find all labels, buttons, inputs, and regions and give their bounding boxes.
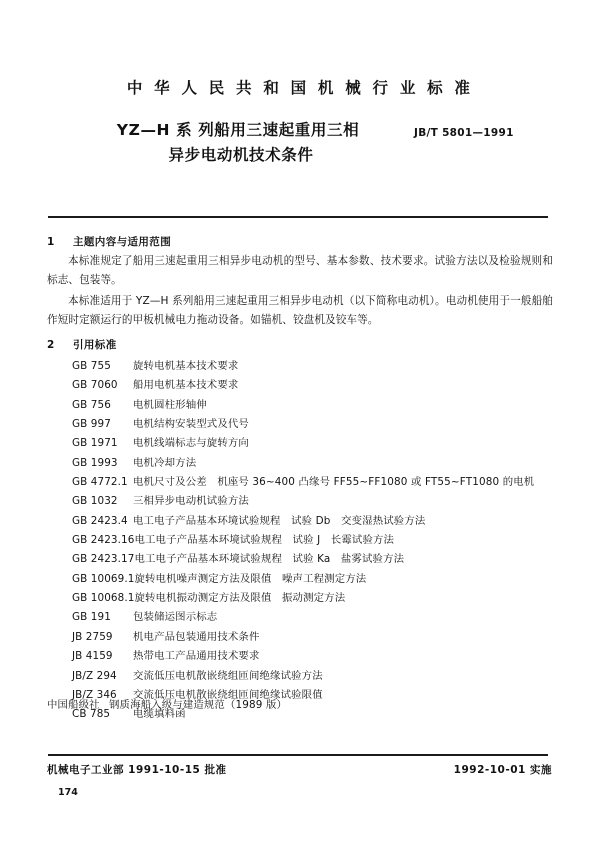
reference-row xyxy=(72,667,552,686)
reference-title: 旋转电机基本技术要求 xyxy=(133,360,239,372)
reference-title: 船用电机基本技术要求 xyxy=(133,379,239,392)
reference-row xyxy=(72,376,552,395)
section-heading-1 xyxy=(47,234,171,249)
masthead-title: 中 华 人 民 共 和 国 机 械 行 业 标 准 xyxy=(126,79,474,97)
reference-row xyxy=(72,512,552,531)
reference-code: GB 10069.1 xyxy=(72,572,135,585)
reference-title: 热带电工产品通用技术要求 xyxy=(133,650,260,663)
reference-title: 电机圆柱形轴伸 xyxy=(133,398,207,411)
reference-title: 电机冷却方法 xyxy=(133,456,197,469)
reference-row xyxy=(72,492,552,511)
reference-title: 机电产品包装通用技术条件 xyxy=(133,630,260,643)
reference-code: GB 755 xyxy=(72,360,111,372)
reference-row xyxy=(72,396,552,415)
reference-row xyxy=(72,589,552,608)
reference-code: JB 2759 xyxy=(72,630,113,643)
reference-title: 旋转电机振动测定方法及限值 振动测定方法 xyxy=(134,592,346,605)
reference-extra-row xyxy=(47,696,287,711)
reference-row xyxy=(72,473,552,492)
reference-code: GB 2423.16 xyxy=(72,534,135,547)
footer-implementation: 1992-10-01 实施 xyxy=(453,764,552,776)
reference-row xyxy=(72,608,552,627)
reference-title: 电机尺寸及公差 机座号 36~400 凸缘号 FF55~FF1080 或 FT55~FT1080 的电机 xyxy=(133,476,535,489)
reference-code: GB 10068.1 xyxy=(72,592,135,605)
reference-code: GB 2423.4 xyxy=(72,514,128,527)
section-number-1: 1 xyxy=(47,236,55,248)
reference-row xyxy=(72,647,552,666)
reference-code: GB 1032 xyxy=(72,495,118,508)
reference-code: CB 785 xyxy=(72,708,111,721)
document-title-line-1: YZ—H 系 列船用三速起重用三相 xyxy=(116,121,360,139)
reference-title: 三相异步电动机试验方法 xyxy=(133,495,249,508)
reference-row xyxy=(72,570,552,589)
reference-title: 电机结构安装型式及代号 xyxy=(133,418,249,431)
reference-code: GB 1993 xyxy=(72,456,118,469)
reference-row xyxy=(72,415,552,434)
footer-divider xyxy=(48,754,548,756)
reference-code: GB 2423.17 xyxy=(72,553,135,566)
reference-code: JB 4159 xyxy=(72,650,113,663)
reference-title: 电工电子产品基本环境试验规程 试验 J 长霉试验方法 xyxy=(134,534,395,547)
reference-row xyxy=(72,434,552,453)
reference-row xyxy=(72,454,552,473)
section-1-paragraph-1: 本标准规定了船用三速起重用三相异步电动机的型号、基本参数、技术要求。试验方法以及检验规则和标志、包装等。 xyxy=(47,255,553,286)
reference-title: 电工电子产品基本环境试验规程 试验 Ka 盐雾试验方法 xyxy=(134,553,405,566)
reference-title: 交流低压电机散嵌绕组匝间绝缘试验限值 xyxy=(133,688,323,701)
reference-code: GB 7060 xyxy=(72,379,118,392)
reference-row xyxy=(72,531,552,550)
document-title-line-2: 异步电动机技术条件 xyxy=(168,146,314,164)
reference-code: GB 4772.1 xyxy=(72,476,128,489)
document-title xyxy=(78,118,398,168)
header-divider xyxy=(48,216,548,218)
reference-organization: 中国船级社 xyxy=(47,699,100,711)
reference-code: GB 756 xyxy=(72,398,111,411)
reference-row xyxy=(72,628,552,647)
section-title-2: 引用标准 xyxy=(73,339,117,351)
standard-number: JB/T 5801—1991 xyxy=(414,127,514,139)
reference-title: 旋转电机噪声测定方法及限值 噪声工程测定方法 xyxy=(134,572,367,585)
reference-title: 电工电子产品基本环境试验规程 试验 Db 交变湿热试验方法 xyxy=(133,514,426,527)
reference-title: 交流低压电机散嵌绕组匝间绝缘试验方法 xyxy=(133,669,323,682)
reference-code: JB/Z 346 xyxy=(72,688,117,701)
section-heading-2 xyxy=(47,337,117,352)
reference-code: GB 191 xyxy=(72,611,111,624)
footer-approval: 机械电子工业部 1991-10-15 批准 xyxy=(47,764,227,776)
reference-code: JB/Z 294 xyxy=(72,669,117,682)
reference-title: 电缆填料函 xyxy=(133,708,186,721)
reference-row xyxy=(72,357,552,376)
reference-code: GB 997 xyxy=(72,418,111,431)
reference-standards-list xyxy=(72,357,552,725)
reference-title: 电机线端标志与旋转方向 xyxy=(133,437,249,450)
reference-title: 包装储运图示标志 xyxy=(133,611,218,624)
page-number: 174 xyxy=(58,787,78,798)
reference-code: GB 1971 xyxy=(72,437,118,450)
section-1-paragraph-2: 本标准适用于 YZ—H 系列船用三速起重用三相异步电动机（以下简称电动机）。电动机使用于一般船舶作短时定额运行的甲板机械电力拖动设备。如锚机、铰盘机及铰车等。 xyxy=(47,295,553,326)
section-title-1: 主题内容与适用范围 xyxy=(73,236,172,248)
reference-extra-title: 钢质海船入级与建造规范（1989 版） xyxy=(109,699,288,711)
reference-row xyxy=(72,550,552,569)
section-number-2: 2 xyxy=(47,339,55,351)
